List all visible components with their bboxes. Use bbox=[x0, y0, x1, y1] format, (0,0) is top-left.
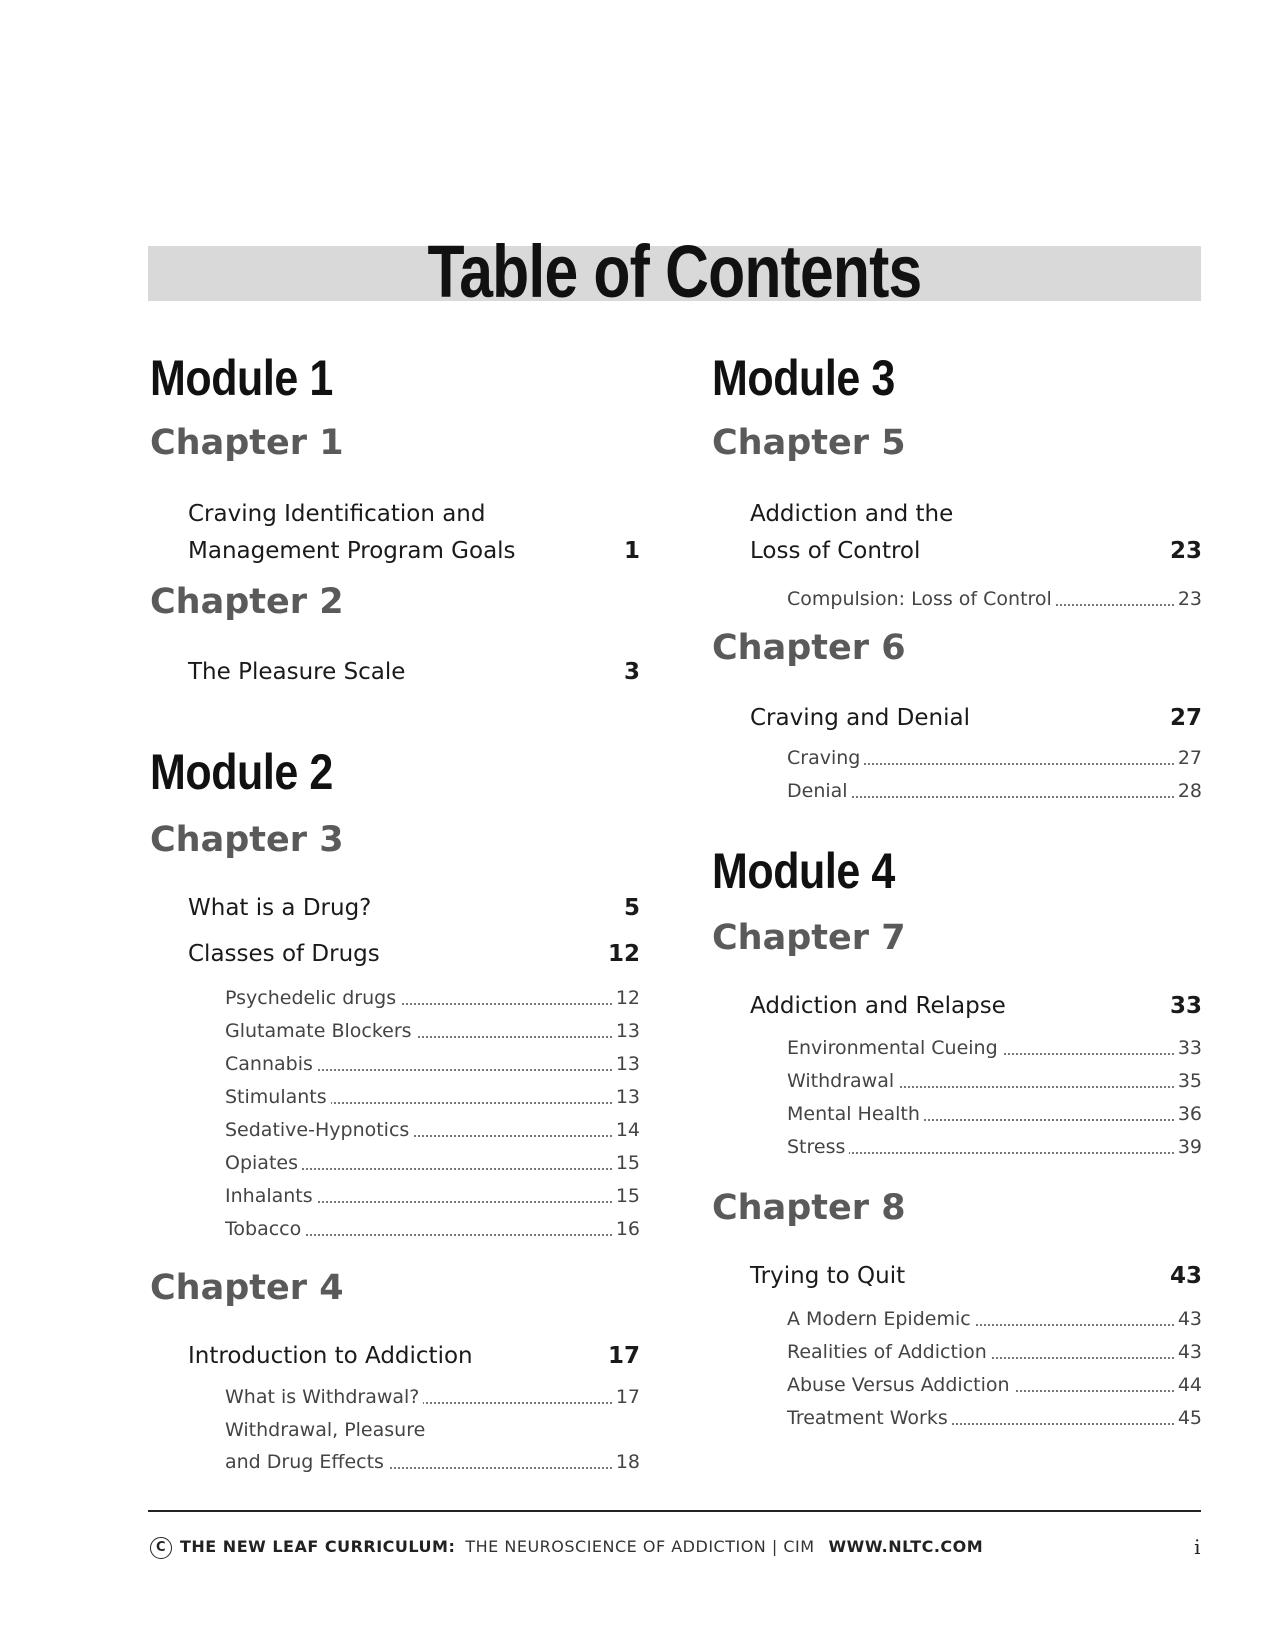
toc-subentry-page: 18 bbox=[612, 1446, 640, 1478]
toc-entry-page: 1 bbox=[623, 538, 640, 564]
footer-brand: THE NEW LEAF CURRICULUM: bbox=[180, 1537, 456, 1556]
toc-subentry-title: and Drug Effects bbox=[225, 1451, 388, 1473]
toc-subentry[interactable] bbox=[787, 1065, 1202, 1097]
toc-subentry-page: 13 bbox=[612, 1081, 640, 1113]
toc-subentry[interactable] bbox=[225, 1213, 640, 1245]
toc-subentry[interactable] bbox=[225, 982, 640, 1014]
toc-entry-title: Addiction and the bbox=[750, 501, 954, 527]
dot-leader bbox=[787, 1152, 1202, 1154]
module-heading: Module 1 bbox=[150, 350, 333, 406]
toc-subentry-page: 44 bbox=[1174, 1369, 1202, 1401]
toc-subentry[interactable] bbox=[225, 1048, 640, 1080]
toc-subentry-page: 43 bbox=[1174, 1336, 1202, 1368]
toc-entry-page: 33 bbox=[1169, 993, 1202, 1019]
toc-entry-title: Classes of Drugs bbox=[188, 941, 380, 967]
toc-entry[interactable] bbox=[750, 496, 1202, 570]
toc-entry[interactable] bbox=[750, 988, 1202, 1025]
toc-entry[interactable] bbox=[750, 1258, 1202, 1295]
toc-subentry-page: 17 bbox=[612, 1381, 640, 1413]
toc-subentry-title: Withdrawal bbox=[787, 1070, 898, 1092]
toc-subentry-page: 14 bbox=[612, 1114, 640, 1146]
toc-subentry[interactable] bbox=[787, 1402, 1202, 1434]
toc-subentry-title: Psychedelic drugs bbox=[225, 987, 400, 1009]
toc-entry-title: The Pleasure Scale bbox=[188, 659, 406, 685]
toc-subentry-title: What is Withdrawal? bbox=[225, 1386, 423, 1408]
toc-subentry-title: Denial bbox=[787, 780, 852, 802]
chapter-heading: Chapter 2 bbox=[150, 582, 344, 622]
toc-subentry-title: Craving bbox=[787, 747, 864, 769]
toc-entry-page: 27 bbox=[1169, 705, 1202, 731]
toc-subentry[interactable] bbox=[225, 1147, 640, 1179]
toc-subentry-line bbox=[225, 1446, 640, 1478]
toc-subentry-title: Environmental Cueing bbox=[787, 1037, 1002, 1059]
toc-entry[interactable] bbox=[188, 1338, 640, 1375]
toc-subentry[interactable] bbox=[225, 1381, 640, 1413]
chapter-heading: Chapter 8 bbox=[712, 1188, 906, 1228]
toc-entry-page: 5 bbox=[623, 895, 640, 921]
toc-entry-title: What is a Drug? bbox=[188, 895, 372, 921]
toc-subentry-page: 15 bbox=[612, 1147, 640, 1179]
footer-website-link[interactable]: WWW.NLTC.COM bbox=[828, 1537, 984, 1556]
toc-entry-title: Craving and Denial bbox=[750, 705, 970, 731]
toc-entry-title: Loss of Control bbox=[750, 538, 921, 564]
toc-subentry-page: 23 bbox=[1174, 583, 1202, 615]
toc-subentry-page: 27 bbox=[1174, 742, 1202, 774]
toc-subentry-page: 35 bbox=[1174, 1065, 1202, 1097]
toc-subentry[interactable] bbox=[225, 1081, 640, 1113]
toc-subentry-title: Mental Health bbox=[787, 1103, 924, 1125]
toc-subentry[interactable] bbox=[787, 1303, 1202, 1335]
toc-subentry-title: Withdrawal, Pleasure bbox=[225, 1419, 426, 1441]
toc-subentry-page: 39 bbox=[1174, 1131, 1202, 1163]
toc-subentry[interactable] bbox=[787, 1131, 1202, 1163]
toc-entry[interactable] bbox=[188, 496, 640, 570]
toc-subentry-page: 16 bbox=[612, 1213, 640, 1245]
chapter-heading: Chapter 5 bbox=[712, 423, 906, 463]
toc-subentry-page: 45 bbox=[1174, 1402, 1202, 1434]
toc-entry-page: 12 bbox=[607, 941, 640, 967]
footer-subtitle: THE NEUROSCIENCE OF ADDICTION | CIM bbox=[465, 1537, 815, 1556]
toc-subentry-title: Abuse Versus Addiction bbox=[787, 1374, 1014, 1396]
toc-subentry[interactable] bbox=[225, 1114, 640, 1146]
toc-entry[interactable] bbox=[188, 890, 640, 927]
module-heading: Module 3 bbox=[712, 350, 895, 406]
toc-subentry-page: 15 bbox=[612, 1180, 640, 1212]
toc-subentry-page: 43 bbox=[1174, 1303, 1202, 1335]
toc-subentry-title: Sedative-Hypnotics bbox=[225, 1119, 413, 1141]
toc-subentry[interactable] bbox=[787, 1098, 1202, 1130]
toc-entry-title: Trying to Quit bbox=[750, 1263, 906, 1289]
toc-subentry-title: Opiates bbox=[225, 1152, 302, 1174]
toc-entry[interactable] bbox=[750, 700, 1202, 737]
toc-entry-title: Addiction and Relapse bbox=[750, 993, 1006, 1019]
copyright-icon: C bbox=[150, 1537, 172, 1559]
toc-entry-title: Management Program Goals bbox=[188, 538, 516, 564]
toc-subentry-page: 33 bbox=[1174, 1032, 1202, 1064]
chapter-heading: Chapter 4 bbox=[150, 1268, 344, 1308]
toc-subentry-title: Realities of Addiction bbox=[787, 1341, 991, 1363]
toc-subentry-page: 28 bbox=[1174, 775, 1202, 807]
module-heading: Module 2 bbox=[150, 744, 333, 800]
toc-subentry-title: Compulsion: Loss of Control bbox=[787, 588, 1056, 610]
toc-subentry[interactable] bbox=[225, 1015, 640, 1047]
toc-subentry-title: Inhalants bbox=[225, 1185, 317, 1207]
page-footer bbox=[150, 1532, 1201, 1562]
toc-entry-page: 43 bbox=[1169, 1263, 1202, 1289]
chapter-heading: Chapter 6 bbox=[712, 628, 906, 668]
module-heading: Module 4 bbox=[712, 843, 895, 899]
toc-subentry[interactable] bbox=[225, 1414, 640, 1478]
page-number: i bbox=[1194, 1535, 1201, 1559]
toc-entry-page: 3 bbox=[623, 659, 640, 685]
toc-subentry[interactable] bbox=[787, 1369, 1202, 1401]
toc-subentry[interactable] bbox=[225, 1180, 640, 1212]
toc-subentry[interactable] bbox=[787, 775, 1202, 807]
toc-subentry[interactable] bbox=[787, 1032, 1202, 1064]
toc-subentry-page: 13 bbox=[612, 1048, 640, 1080]
chapter-heading: Chapter 3 bbox=[150, 820, 344, 860]
toc-entry[interactable] bbox=[188, 936, 640, 973]
toc-subentry-title: A Modern Epidemic bbox=[787, 1308, 975, 1330]
toc-subentry[interactable] bbox=[787, 742, 1202, 774]
toc-subentry-title: Glutamate Blockers bbox=[225, 1020, 416, 1042]
toc-subentry-page: 13 bbox=[612, 1015, 640, 1047]
toc-subentry-title: Tobacco bbox=[225, 1218, 305, 1240]
chapter-heading: Chapter 7 bbox=[712, 918, 906, 958]
chapter-heading: Chapter 1 bbox=[150, 423, 344, 463]
page-title: Table of Contents bbox=[427, 230, 922, 313]
toc-entry-title: Craving Identification and bbox=[188, 501, 486, 527]
toc-subentry-title: Stress bbox=[787, 1136, 849, 1158]
toc-subentry[interactable] bbox=[787, 1336, 1202, 1368]
toc-entry-page: 17 bbox=[607, 1343, 640, 1369]
footer-divider bbox=[148, 1510, 1201, 1512]
toc-subentry-title: Cannabis bbox=[225, 1053, 317, 1075]
toc-subentry-page: 12 bbox=[612, 982, 640, 1014]
toc-entry-page: 23 bbox=[1169, 538, 1202, 564]
toc-subentry[interactable] bbox=[787, 583, 1202, 615]
toc-entry-title: Introduction to Addiction bbox=[188, 1343, 473, 1369]
toc-subentry-page: 36 bbox=[1174, 1098, 1202, 1130]
toc-subentry-title: Stimulants bbox=[225, 1086, 331, 1108]
toc-subentry-title: Treatment Works bbox=[787, 1407, 952, 1429]
toc-entry[interactable] bbox=[188, 654, 640, 691]
